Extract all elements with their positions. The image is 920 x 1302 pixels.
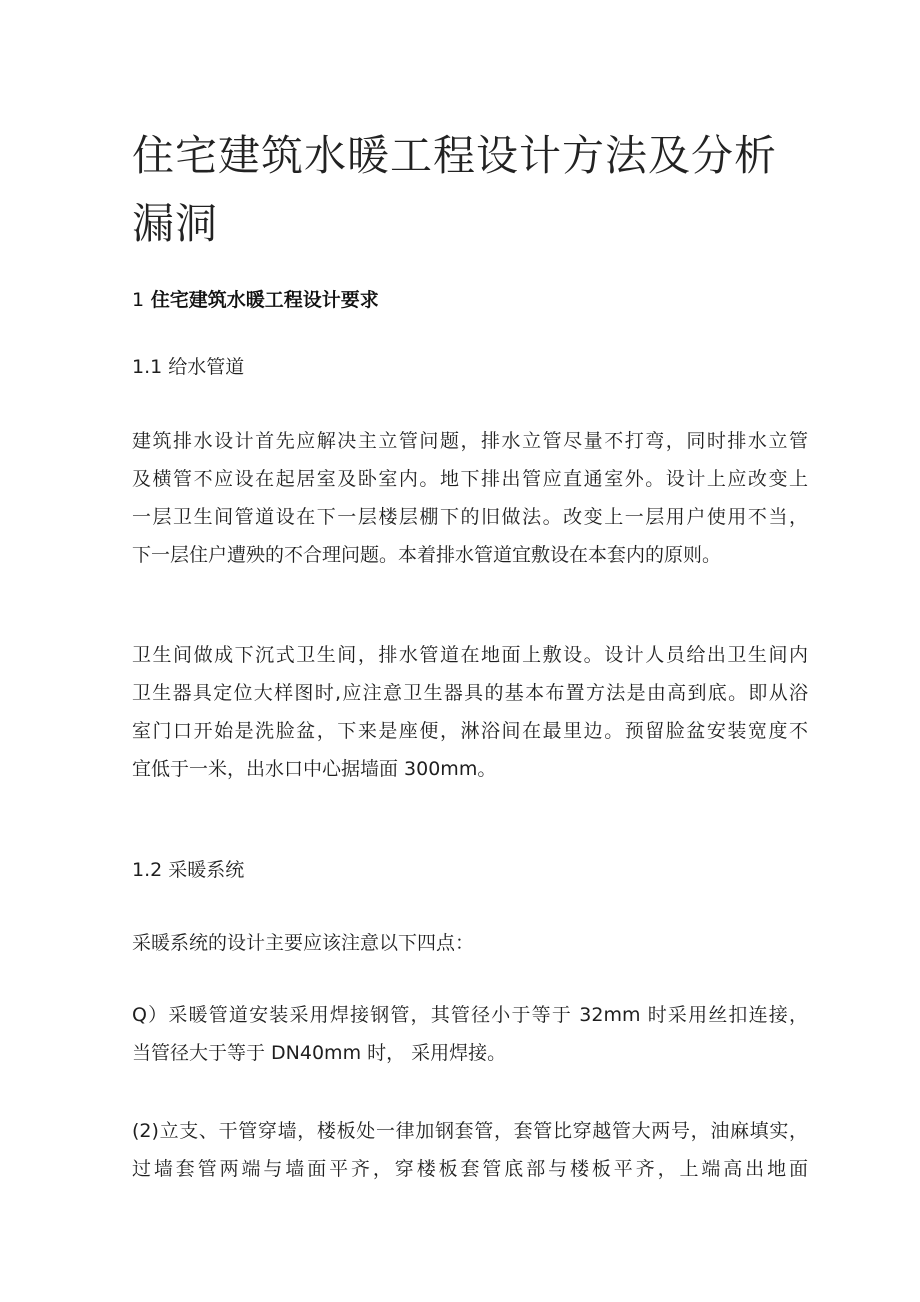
paragraph-heating-point-1 <box>132 996 808 1072</box>
paragraph-drainage <box>132 422 808 574</box>
paragraph-heating-point-2 <box>132 1112 808 1188</box>
section-heading-1 <box>132 281 808 319</box>
subsection-heading-1-2: 1.2 采暖系统 <box>132 859 245 881</box>
paragraph-line: 下一层住户遭殃的不合理问题。本着排水管道宜敷设在本套内的原则。 <box>132 544 722 566</box>
paragraph-line: 过墙套管两端与墙面平齐，穿楼板套管底部与楼板平齐，上端高出地面 <box>132 1158 808 1180</box>
paragraph-line: 卫生间做成下沉式卫生间，排水管道在地面上敷设。设计人员给出卫生间内 <box>132 644 808 666</box>
paragraph-line: 及横管不应设在起居室及卧室内。地下排出管应直通室外。设计上应改变上 <box>132 468 808 490</box>
paragraph-line: 一层卫生间管道设在下一层楼层棚下的旧做法。改变上一层用户使用不当， <box>132 506 808 528</box>
section-heading-text: 住宅建筑水暖工程设计要求 <box>150 289 379 311</box>
paragraph-line: 宜低于一米，出水口中心据墙面 300mm。 <box>132 758 497 780</box>
subsection-heading-1-1: 1.1 给水管道 <box>132 356 245 378</box>
document-title <box>132 122 812 258</box>
paragraph-line: 当管径大于等于 DN40mm 时， 采用焊接。 <box>132 1042 507 1064</box>
section-number: 1 <box>132 289 145 311</box>
paragraph-bathroom <box>132 636 808 788</box>
paragraph-heating-intro: 采暖系统的设计主要应该注意以下四点： <box>132 932 475 954</box>
paragraph-line: 建筑排水设计首先应解决主立管问题，排水立管尽量不打弯，同时排水立管 <box>132 430 808 452</box>
paragraph-line: Q）采暖管道安装采用焊接钢管，其管径小于等于 32mm 时采用丝扣连接， <box>132 1004 808 1026</box>
title-line: 住宅建筑水暖工程设计方法及分析 <box>132 131 778 180</box>
title-line: 漏洞 <box>132 199 219 248</box>
paragraph-line: 室门口开始是洗脸盆，下来是座便，淋浴间在最里边。预留脸盆安装宽度不 <box>132 720 808 742</box>
paragraph-line: 卫生器具定位大样图时,应注意卫生器具的基本布置方法是由高到底。即从浴 <box>132 682 808 704</box>
paragraph-line: (2)立支、干管穿墙，楼板处一律加钢套管，套管比穿越管大两号，油麻填实， <box>132 1120 808 1142</box>
